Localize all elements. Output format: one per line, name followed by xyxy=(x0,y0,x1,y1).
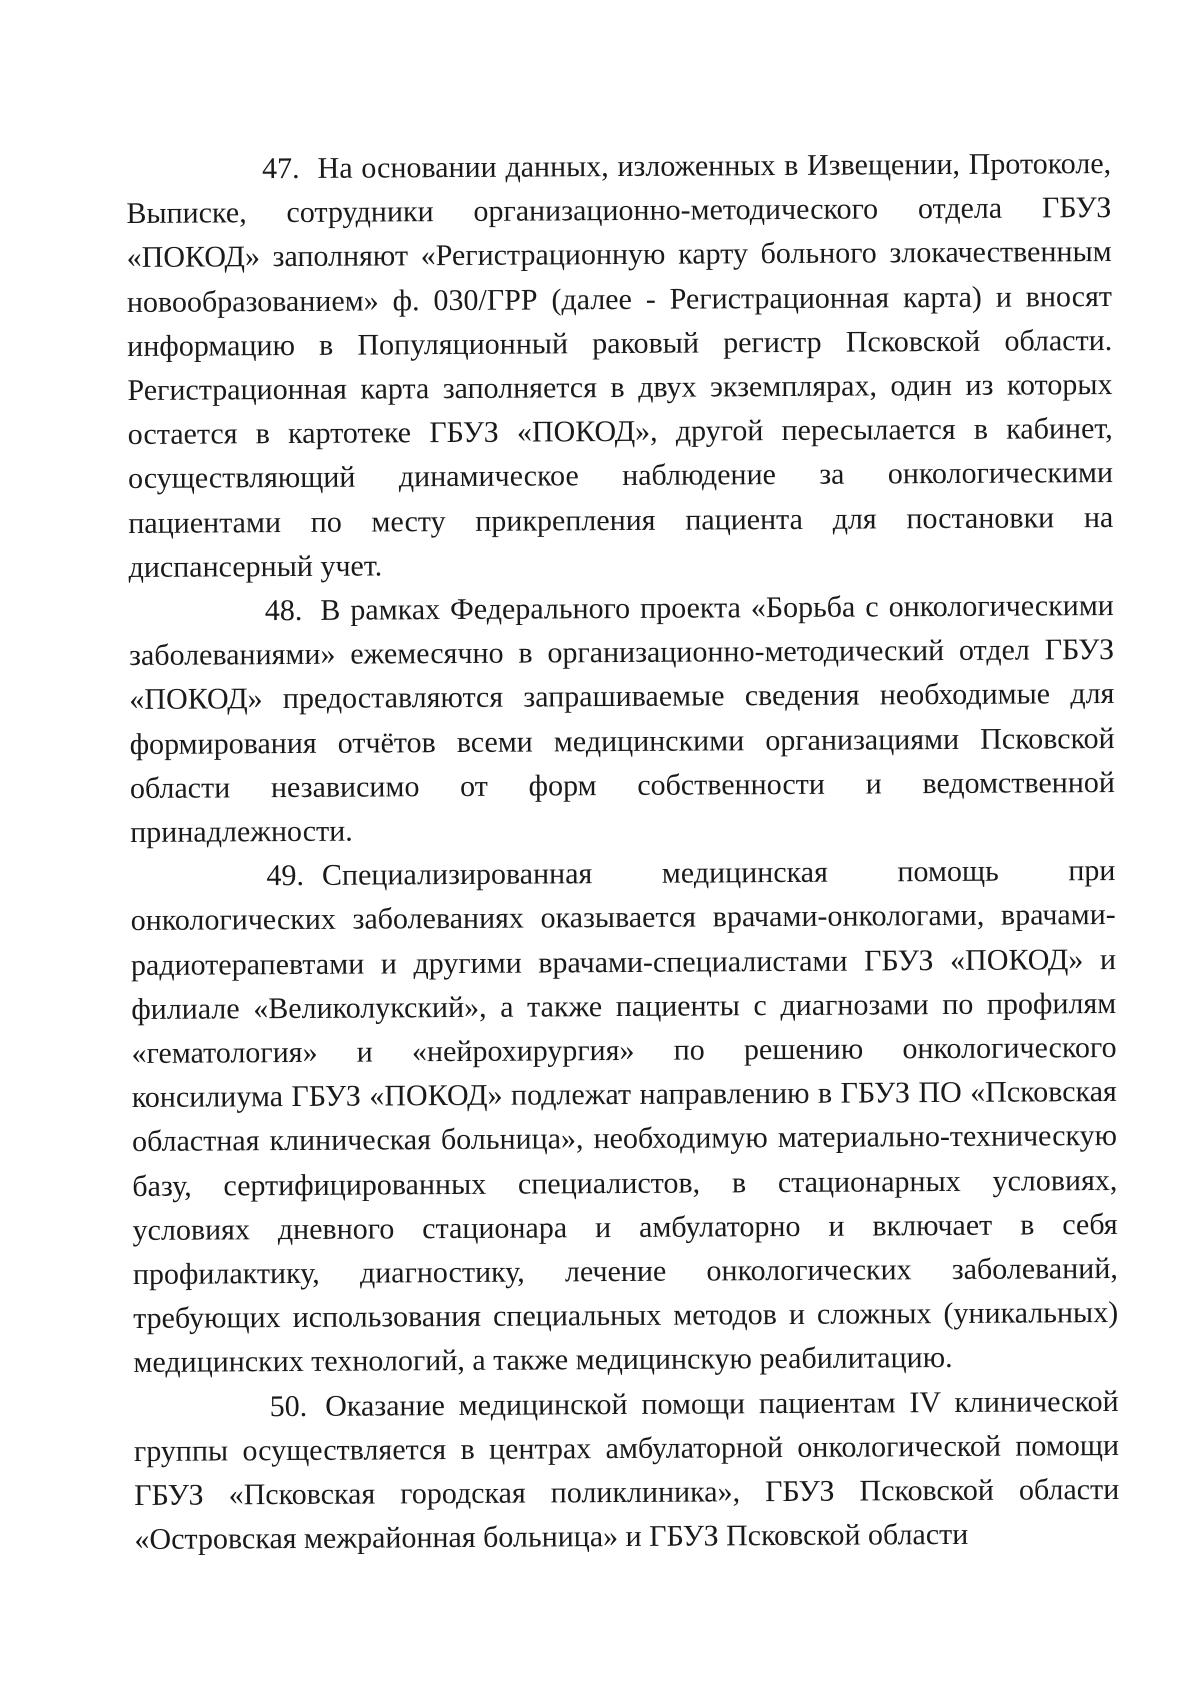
paragraph-text: На основании данных, изложенных в Извещении, Протоколе, Выписке, сотрудники организационно-методического отдела ГБУЗ «ПОКОД» заполняют «Регистрационную карту больного злокачественным новообразованием» ф. 030/ГРР (далее - Регистрационная карта) и вносят информацию в Популяционный раковый регистр Псковской области. Регистрационная карта заполняется в двух экземплярах, один из которых остается в картотеке ГБУЗ «ПОКОД», другой пересылается в кабинет, осуществляющий динамическое наблюдение за онкологическими пациентами по месту прикрепления пациента для постановки на диспансерный учет. xyxy=(126,146,1114,584)
paragraph-48 xyxy=(129,584,1116,855)
paragraph-text: Оказание медицинской помощи пациентам IV клинической группы осуществляется в центрах амбулаторной онкологической помощи ГБУЗ «Псковская городская поликлиника», ГБУЗ Псковской области «Островская межрайонная больница» и ГБУЗ Псковской области xyxy=(133,1384,1120,1557)
paragraph-50 xyxy=(134,1380,1120,1563)
paragraph-49 xyxy=(130,849,1118,1385)
paragraph-text: В рамках Федерального проекта «Борьба с онкологическими заболеваниями» ежемесячно в организационно-методический отдел ГБУЗ «ПОКОД» предоставляются запрашиваемые сведения необходимые для формирования отчётов всеми медицинскими организациями Псковской области независимо от форм собственности и ведомственной принадлежности. xyxy=(129,589,1115,850)
paragraph-number: 50. xyxy=(269,1389,308,1423)
paragraph-number: 47. xyxy=(262,151,300,186)
paragraph-number: 48. xyxy=(264,593,303,628)
paragraph-number: 49. xyxy=(266,859,305,893)
document-body xyxy=(126,142,1120,1562)
paragraph-text: Специализированная медицинская помощь при онкологических заболеваниях оказывается врачами-онкологами, врачами-радиотерапевтами и другими врачами-специалистами ГБУЗ «ПОКОД» и филиале «Великолукский», а также пациенты с диагнозами по профилям «гематология» и «нейрохирургия» по решению онкологического консилиума ГБУЗ «ПОКОД» подлежат направлению в ГБУЗ ПО «Псковская областная клиническая больница», необходимую материально-техническую базу, сертифицированных специалистов, в стационарных условиях, условиях дневного стационара и амбулаторно и включает в себя профилактику, диагностику, лечение онкологических заболеваний, требующих использования специальных методов и сложных (уникальных) медицинских технологий, а также медицинскую реабилитацию. xyxy=(130,854,1119,1380)
paragraph-47 xyxy=(126,142,1114,590)
